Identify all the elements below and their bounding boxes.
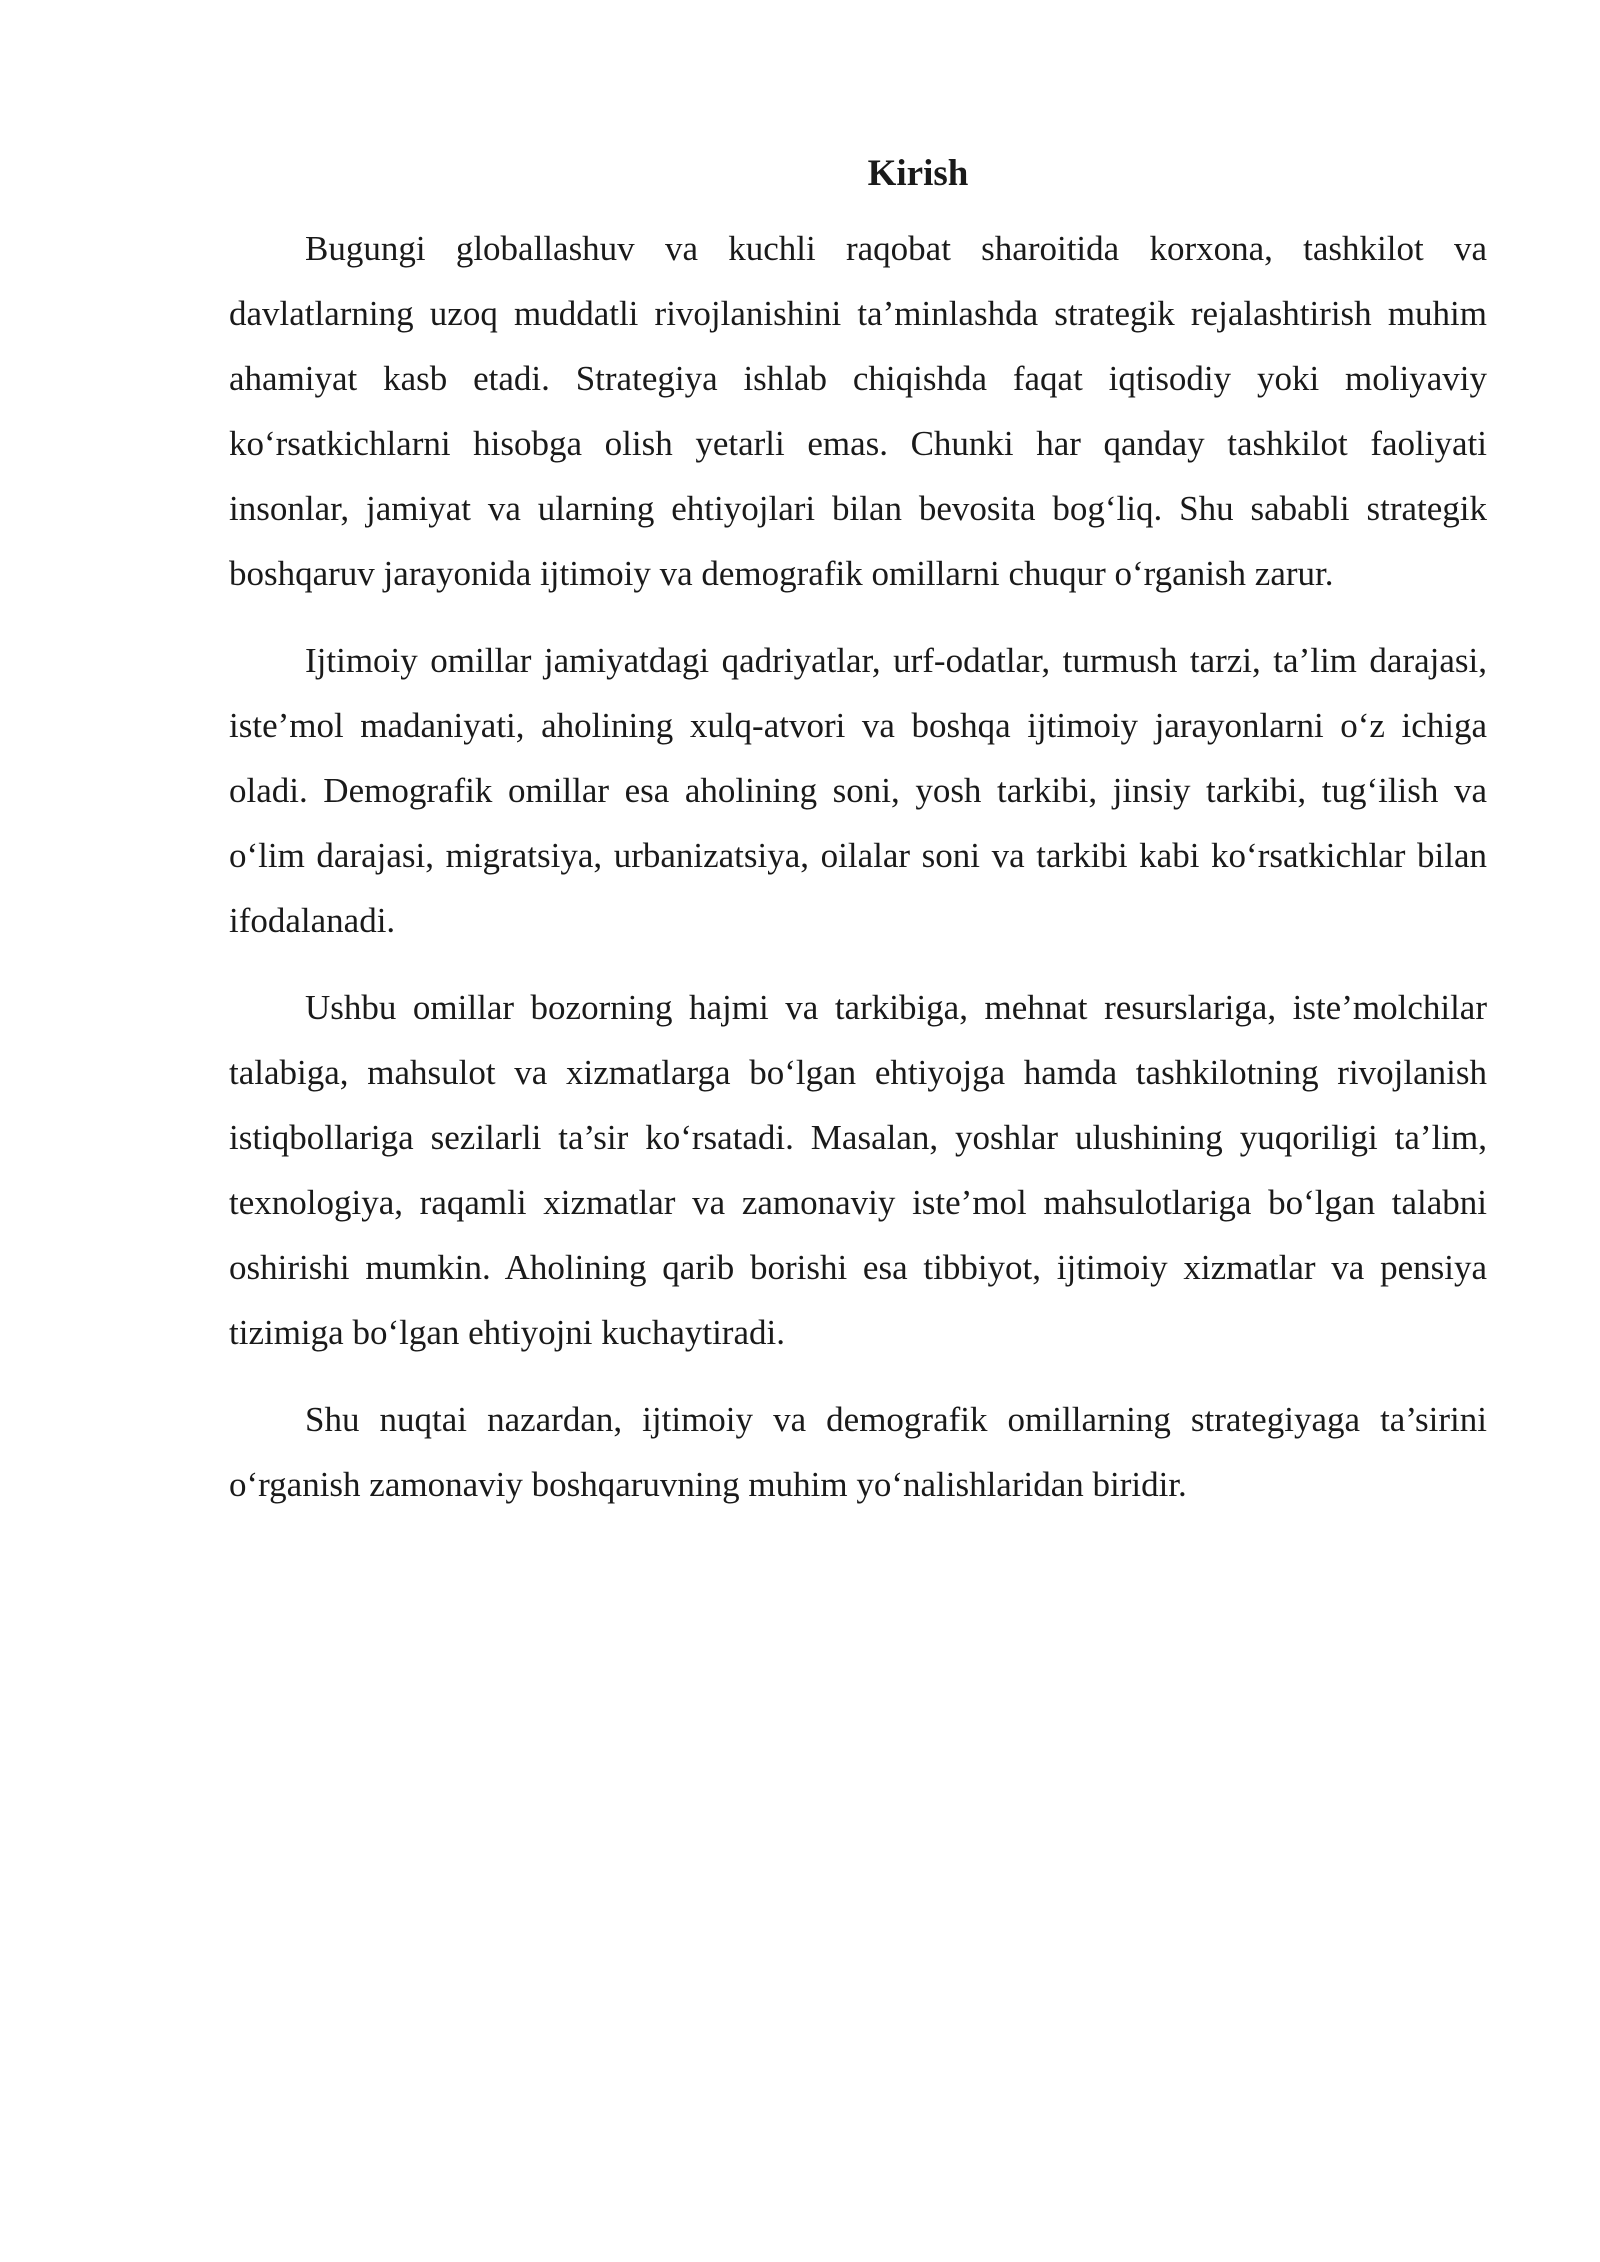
paragraph-4: Shu nuqtai nazardan, ijtimoiy va demografik omillarning strategiyaga ta’sirini o‘rganish zamonaviy boshqaruvning muhim yo‘nalishlaridan biridir.	[229, 1400, 1487, 1504]
document-body	[229, 148, 1487, 1539]
paragraph-2: Ijtimoiy omillar jamiyatdagi qadriyatlar, urf-odatlar, turmush tarzi, ta’lim darajasi, iste’mol madaniyati, aholining xulq-atvori va boshqa ijtimoiy jarayonlarni o‘z ichiga oladi. Demografik omillar esa aholining soni, yosh tarkibi, jinsiy tarkibi, tug‘ilish va o‘lim darajasi, migratsiya, urbanizatsiya, oilalar soni va tarkibi kabi ko‘rsatkichlar bilan ifodalanadi.	[229, 641, 1487, 940]
paragraph-1: Bugungi globallashuv va kuchli raqobat sharoitida korxona, tashkilot va davlatlarning uzoq muddatli rivojlanishini ta’minlashda strategik rejalashtirish muhim ahamiyat kasb etadi. Strategiya ishlab chiqishda faqat iqtisodiy yoki moliyaviy ko‘rsatkichlarni hisobga olish yetarli emas. Chunki har qanday tashkilot faoliyati insonlar, jamiyat va ularning ehtiyojlari bilan bevosita bog‘liq. Shu sababli strategik boshqaruv jarayonida ijtimoiy va demografik omillarni chuqur o‘rganish zarur.	[229, 229, 1487, 593]
paragraph-3: Ushbu omillar bozorning hajmi va tarkibiga, mehnat resurslariga, iste’molchilar talabiga, mahsulot va xizmatlarga bo‘lgan ehtiyojga hamda tashkilotning rivojlanish istiqbollariga sezilarli ta’sir ko‘rsatadi. Masalan, yoshlar ulushining yuqoriligi ta’lim, texnologiya, raqamli xizmatlar va zamonaviy iste’mol mahsulotlariga bo‘lgan talabni oshirishi mumkin. Aholining qarib borishi esa tibbiyot, ijtimoiy xizmatlar va pensiya tizimiga bo‘lgan ehtiyojni kuchaytiradi.	[229, 988, 1487, 1352]
page-title: Kirish	[867, 153, 969, 194]
